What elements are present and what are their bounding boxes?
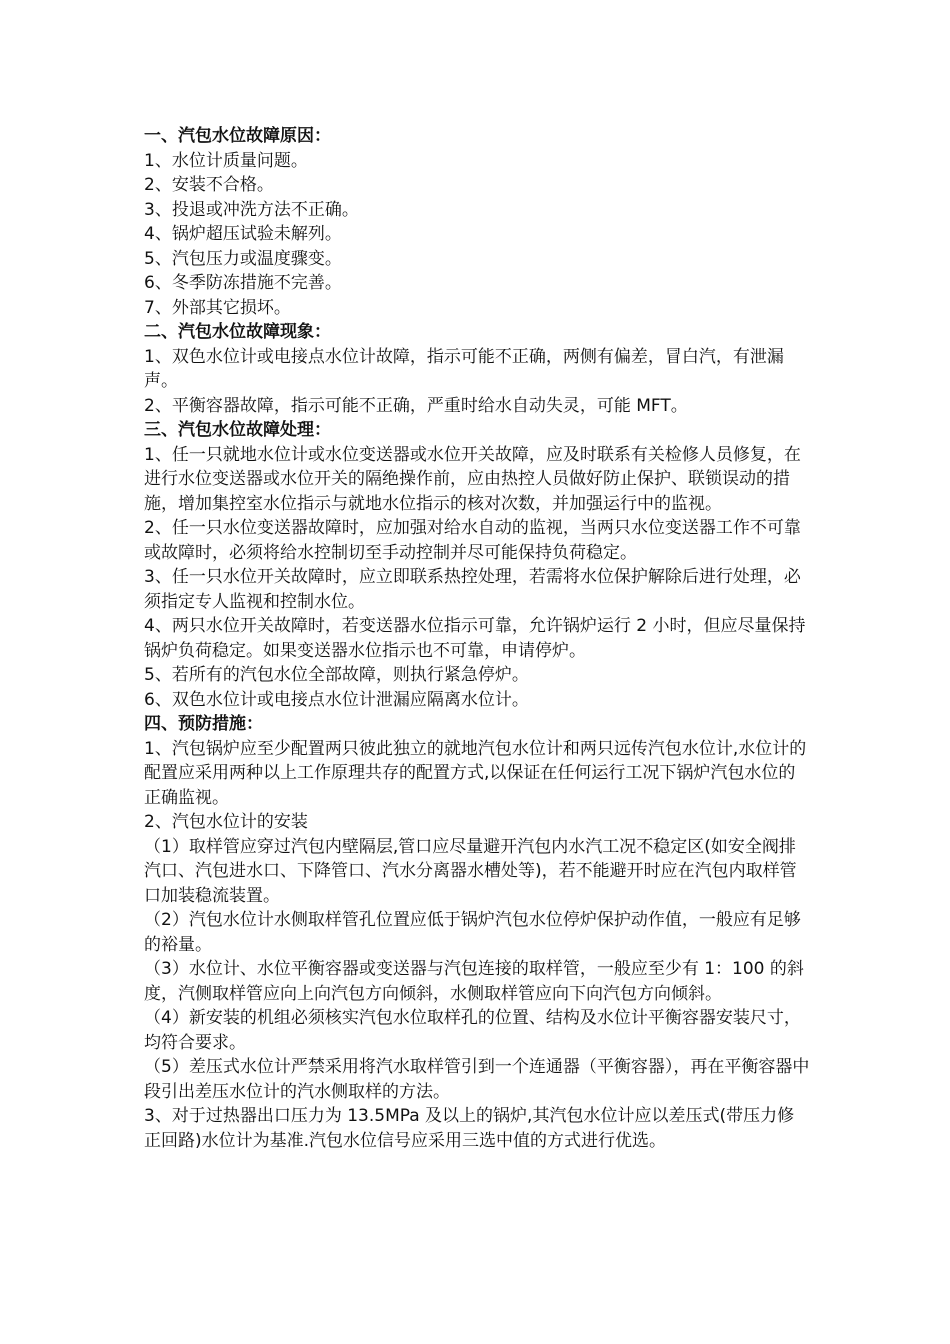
section-heading: 三、汽包水位故障处理：	[144, 420, 331, 440]
paragraph: （4）新安装的机组必须核实汽包水位取样孔的位置、结构及水位计平衡容器安装尺寸，均符合要求。	[144, 1008, 801, 1053]
paragraph: 7、外部其它损坏。	[144, 297, 291, 318]
paragraph: （2）汽包水位计水侧取样管孔位置应低于锅炉汽包水位停炉保护动作值，一般应有足够的裕量。	[144, 910, 801, 955]
section-heading: 一、汽包水位故障原因：	[144, 126, 331, 146]
paragraph: 4、两只水位开关故障时，若变送器水位指示可靠，允许锅炉运行 2 小时，但应尽量保持锅炉负荷稳定。如果变送器水位指示也不可靠，申请停炉。	[144, 616, 806, 661]
paragraph: 6、双色水位计或电接点水位计泄漏应隔离水位计。	[144, 689, 529, 710]
paragraph: （5）差压式水位计严禁采用将汽水取样管引到一个连通器（平衡容器），再在平衡容器中段引出差压水位计的汽水侧取样的方法。	[144, 1057, 810, 1102]
paragraph: 1、水位计质量问题。	[144, 150, 308, 171]
paragraph: 5、汽包压力或温度骤变。	[144, 248, 342, 269]
document-body	[144, 124, 810, 1153]
section-heading: 二、汽包水位故障现象：	[144, 322, 331, 342]
paragraph: 5、若所有的汽包水位全部故障，则执行紧急停炉。	[144, 665, 529, 685]
paragraph: （3）水位计、水位平衡容器或变送器与汽包连接的取样管，一般应至少有 1：100 的斜度，汽侧取样管应向上向汽包方向倾斜，水侧取样管应向下向汽包方向倾斜。	[144, 959, 804, 1004]
paragraph: 3、投退或冲洗方法不正确。	[144, 199, 359, 220]
paragraph: 1、汽包锅炉应至少配置两只彼此独立的就地汽包水位计和两只远传汽包水位计,水位计的配置应采用两种以上工作原理共存的配置方式,以保证在任何运行工况下锅炉汽包水位的正确监视。	[144, 738, 807, 808]
paragraph: 2、汽包水位计的安装	[144, 812, 308, 832]
section-heading: 四、预防措施：	[144, 714, 263, 734]
paragraph: 1、双色水位计或电接点水位计故障，指示可能不正确，两侧有偏差，冒白汽，有泄漏声。	[144, 346, 784, 391]
paragraph: 2、任一只水位变送器故障时，应加强对给水自动的监视，当两只水位变送器工作不可靠或故障时，必须将给水控制切至手动控制并尽可能保持负荷稳定。	[144, 518, 801, 563]
paragraph: 6、冬季防冻措施不完善。	[144, 273, 342, 293]
paragraph: （1）取样管应穿过汽包内壁隔层,管口应尽量避开汽包内水汽工况不稳定区(如安全阀排汽口、汽包进水口、下降管口、汽水分离器水槽处等)，若不能避开时应在汽包内取样管口加装稳流装置。	[144, 836, 797, 906]
paragraph: 4、锅炉超压试验未解列。	[144, 224, 342, 244]
paragraph: 3、任一只水位开关故障时，应立即联系热控处理，若需将水位保护解除后进行处理，必须指定专人监视和控制水位。	[144, 567, 801, 612]
paragraph: 2、安装不合格。	[144, 175, 274, 195]
paragraph: 1、任一只就地水位计或水位变送器或水位开关故障，应及时联系有关检修人员修复，在进行水位变送器或水位开关的隔绝操作前，应由热控人员做好防止保护、联锁误动的措施，增加集控室水位指示与就地水位指示的核对次数，并加强运行中的监视。	[144, 444, 801, 514]
paragraph: 2、平衡容器故障，指示可能不正确，严重时给水自动失灵，可能 MFT。	[144, 395, 688, 416]
paragraph: 3、对于过热器出口压力为 13.5MPa 及以上的锅炉,其汽包水位计应以差压式(带压力修正回路)水位计为基准.汽包水位信号应采用三选中值的方式进行优选。	[144, 1106, 795, 1151]
